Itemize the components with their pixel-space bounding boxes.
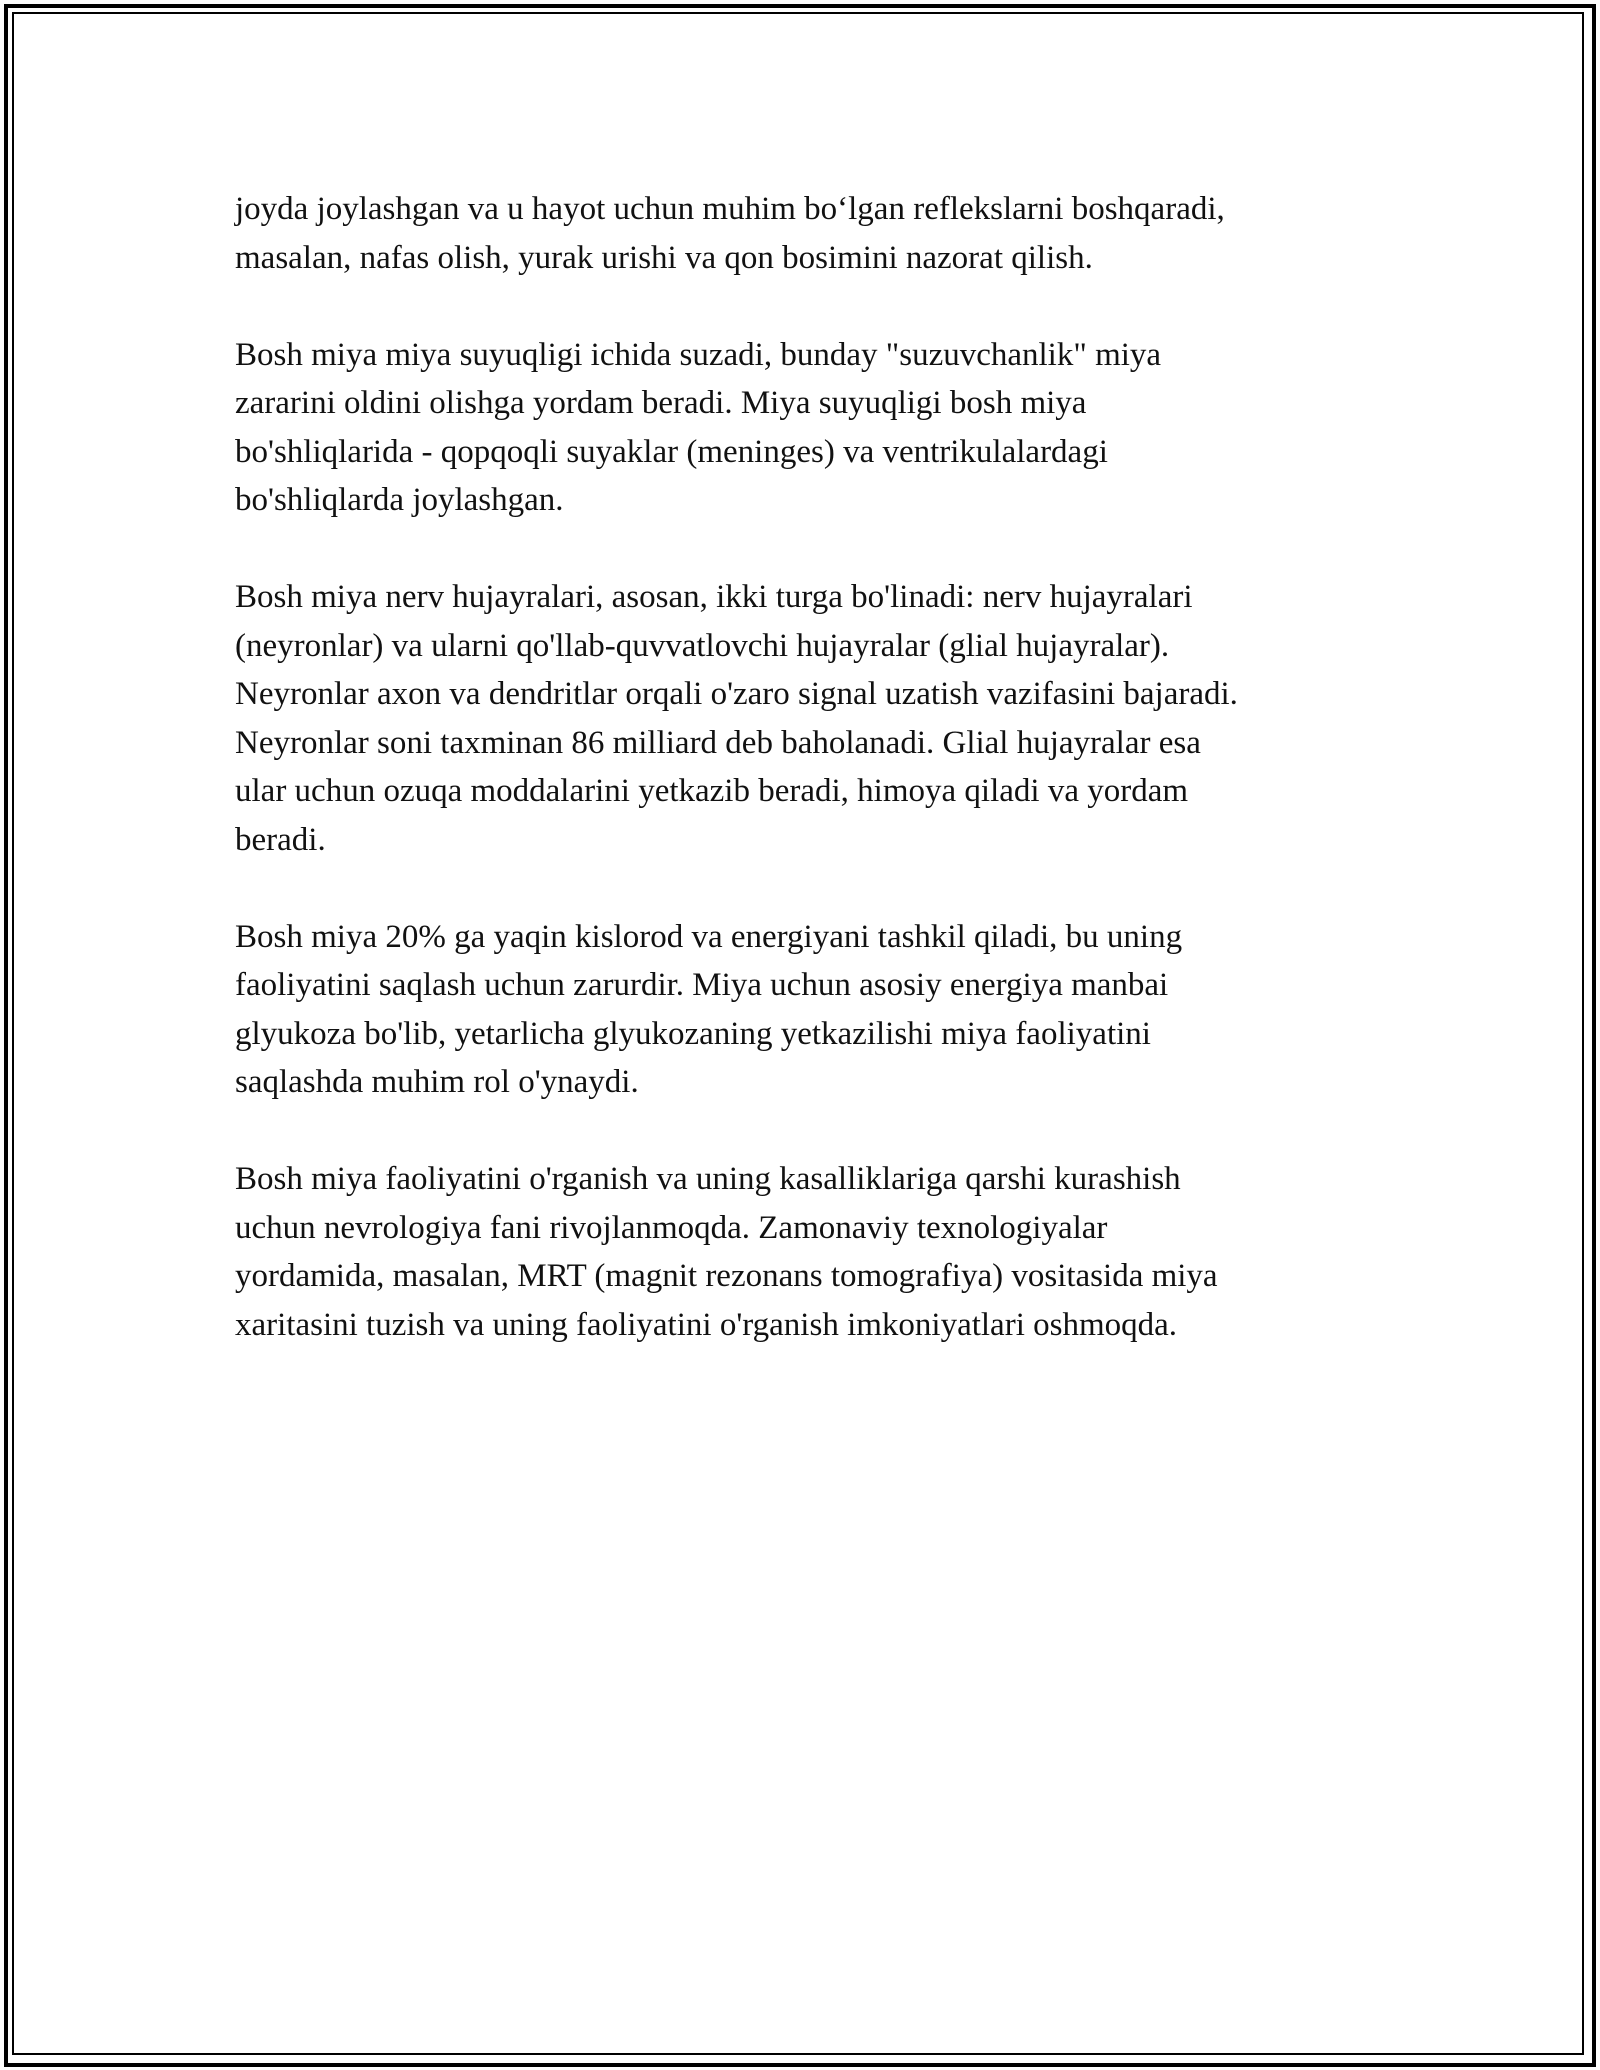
paragraph-3: Bosh miya nerv hujayralari, asosan, ikki turga bo'linadi: nerv hujayralari (neyronlar) va ularni qo'llab-quvvatlovchi hujayralar (glial hujayralar). Neyronlar axon va dendritlar orqali o'zaro signal uzatish vazifasini bajaradi. Neyronlar soni taxminan 86 milliard deb baholanadi. Glial hujayralar esa ular uchun ozuqa moddalarini yetkazib beradi, himoya qiladi va yordam beradi. <box>235 579 1238 858</box>
paragraph-1: joyda joylashgan va u hayot uchun muhim bo‘lgan reflekslarni boshqaradi, masalan, nafas olish, yurak urishi va qon bosimini nazorat qilish. <box>235 191 1225 276</box>
document-body <box>235 185 1375 1398</box>
paragraph-4: Bosh miya 20% ga yaqin kislorod va energiyani tashkil qiladi, bu uning faoliyatini saqlash uchun zarurdir. Miya uchun asosiy energiya manbai glyukoza bo'lib, yetarlicha glyukozaning yetkazilishi miya faoliyatini saqlashda muhim rol o'ynaydi. <box>235 918 1183 1100</box>
paragraph-5: Bosh miya faoliyatini o'rganish va uning kasalliklariga qarshi kurashish uchun nevrologiya fani rivojlanmoqda. Zamonaviy texnologiyalar yordamida, masalan, MRT (magnit rezonans tomografiya) vositasida miya xaritasini tuzish va uning faoliyatini o'rganish imkoniyatlari oshmoqda. <box>235 1161 1218 1343</box>
paragraph-2: Bosh miya miya suyuqligi ichida suzadi, bunday "suzuvchanlik" miya zararini oldini olishga yordam beradi. Miya suyuqligi bosh miya bo'shliqlarida - qopqoqli suyaklar (meninges) va ventrikulalardagi bo'shliqlarda joylashgan. <box>235 336 1162 518</box>
